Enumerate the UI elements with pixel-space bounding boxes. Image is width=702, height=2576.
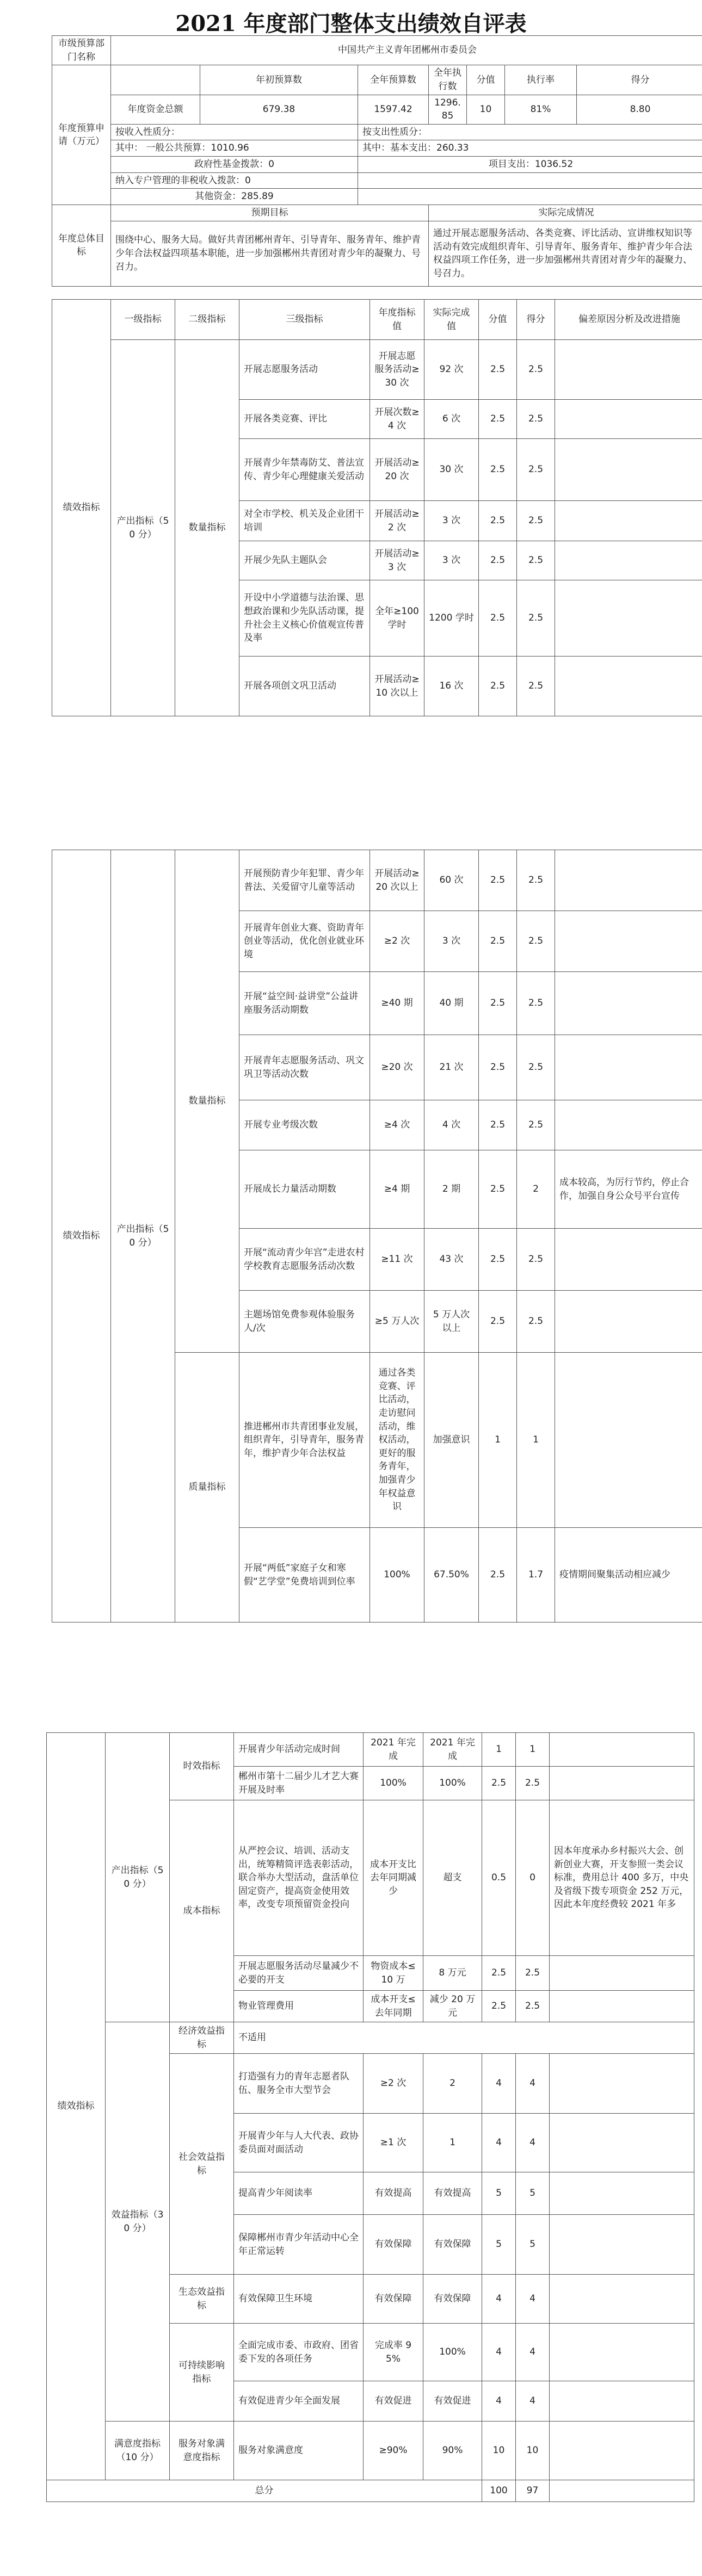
indicator-score: 4 (516, 2275, 550, 2324)
col-head-score-value: 分值 (479, 300, 517, 340)
indicator-target: 全年≥100 学时 (370, 580, 424, 657)
indicator-name: 开展青年创业大赛、资助青年创业等活动，优化创业就业环境 (239, 911, 370, 972)
total-score-value: 100 (482, 2480, 516, 2502)
indicator-deviation (550, 2324, 694, 2381)
indicator-target: 100% (370, 1528, 424, 1623)
cost-indicator-label: 成本指标 (170, 1800, 234, 2022)
output-indicator-label-2: 产出指标（50 分） (111, 850, 175, 1623)
indicator-deviation (555, 541, 702, 580)
indicator-name: 主题场馆免费参观体验服务人/次 (239, 1291, 370, 1353)
satisfaction-sub-label: 服务对象满意度指标 (170, 2422, 234, 2480)
indicator-deviation (550, 2114, 694, 2172)
indicator-target: ≥20 次 (370, 1035, 424, 1100)
indicator-actual: 2 (423, 2054, 482, 2114)
budget-by-exp-label: 按支出性质分： (358, 124, 702, 140)
indicator-actual: 3 次 (424, 501, 479, 541)
indicator-actual: 92 次 (424, 340, 479, 400)
indicator-name: 提高青少年阅读率 (234, 2172, 364, 2215)
dept-label: 市级预算部门名称 (52, 36, 111, 65)
indicators-section-label: 绩效指标 (52, 300, 111, 716)
table-row (52, 340, 702, 400)
indicator-actual: 60 次 (424, 850, 479, 911)
indicator-actual: 1200 学时 (424, 580, 479, 657)
indicator-target: 开展次数≥4 次 (370, 400, 424, 439)
budget-total-annual: 1597.42 (358, 95, 429, 124)
indicator-score-value: 4 (482, 2114, 516, 2172)
budget-header-executed: 全年执行数 (429, 65, 467, 95)
indicator-score: 2.5 (517, 1291, 555, 1353)
indicator-actual: 超支 (423, 1800, 482, 1956)
indicator-actual: 2 期 (424, 1150, 479, 1229)
budget-header-rate: 执行率 (505, 65, 577, 95)
indicator-target: 开展活动≥20 次以上 (370, 850, 424, 911)
indicator-actual: 加强意识 (424, 1353, 479, 1528)
table-row (47, 2422, 694, 2480)
quantity-indicator-label: 数量指标 (175, 340, 239, 716)
col-head-target: 年度指标值 (370, 300, 424, 340)
indicator-name: 开展“流动青少年宫”走进农村学校教育志愿服务活动次数 (239, 1229, 370, 1291)
indicator-score: 1 (517, 1353, 555, 1528)
indicator-score: 4 (516, 2114, 550, 2172)
indicator-target: 开展活动≥20 次 (370, 439, 424, 501)
budget-other-label: 其他资金：285.89 (111, 189, 358, 205)
indicator-score: 2.5 (517, 580, 555, 657)
budget-total-score: 8.80 (577, 95, 702, 124)
indicator-name: 推进郴州市共青团事业发展，组织青年，引导青年，服务青年，维护青少年合法权益 (239, 1353, 370, 1528)
budget-public-label: 其中： 一般公共预算：1010.96 (111, 140, 358, 157)
indicator-name: 服务对象满意度 (234, 2422, 364, 2480)
indicator-actual: 100% (423, 2324, 482, 2381)
indicator-score: 2.5 (517, 501, 555, 541)
indicator-score: 10 (516, 2422, 550, 2480)
indicator-score-value: 4 (482, 2324, 516, 2381)
indicator-target: ≥4 次 (370, 1100, 424, 1150)
indicator-score-value: 2.5 (479, 501, 517, 541)
table-indicators-3 (46, 1732, 694, 2502)
indicator-score-value: 2.5 (479, 439, 517, 501)
benefit-indicator-label: 效益指标（30 分） (106, 2022, 170, 2422)
indicator-actual: 43 次 (424, 1229, 479, 1291)
col-head-actual: 实际完成值 (424, 300, 479, 340)
budget-header-score-value: 分值 (467, 65, 505, 95)
indicator-score: 0 (516, 1800, 550, 1956)
indicator-score: 2.5 (517, 1035, 555, 1100)
budget-special-blank (358, 172, 702, 189)
indicator-target: 物资成本≤10 万 (364, 1956, 423, 1991)
indicator-score-value: 10 (482, 2422, 516, 2480)
indicator-deviation (555, 1229, 702, 1291)
indicator-deviation (550, 2422, 694, 2480)
indicator-name: 保障郴州市青少年活动中心全年正常运转 (234, 2215, 364, 2275)
indicator-target: 开展活动≥10 次以上 (370, 657, 424, 716)
indicator-score-value: 4 (482, 2381, 516, 2422)
indicator-score-value: 2.5 (479, 657, 517, 716)
indicator-target: 成本开支≤去年同期 (364, 1991, 423, 2022)
indicator-name: 开展青少年活动完成时间 (234, 1733, 364, 1767)
economic-indicator-label: 经济效益指标 (170, 2022, 234, 2054)
indicator-deviation (550, 1767, 694, 1800)
indicator-score-value: 1 (479, 1353, 517, 1528)
total-score: 97 (516, 2480, 550, 2502)
indicator-deviation (555, 580, 702, 657)
indicator-score-value: 2.5 (479, 1229, 517, 1291)
quality-indicator-label: 质量指标 (175, 1353, 239, 1623)
indicator-deviation (550, 2172, 694, 2215)
indicator-name: 有效促进青少年全面发展 (234, 2381, 364, 2422)
indicator-name: 开展各项创文巩卫活动 (239, 657, 370, 716)
indicator-name: 开展各类竞赛、评比 (239, 400, 370, 439)
indicator-actual: 减少 20 万元 (423, 1991, 482, 2022)
indicator-target: 开展活动≥2 次 (370, 501, 424, 541)
indicator-deviation (550, 1991, 694, 2022)
indicator-actual: 16 次 (424, 657, 479, 716)
indicator-name: 从严控会议、培训、活动支出，统筹精简评选表彰活动，联合举办大型活动，盘活单位固定资产，提高资金使用效率，改变专项预留资金投向 (234, 1800, 364, 1956)
indicator-deviation (550, 1733, 694, 1767)
indicator-score: 2.5 (517, 657, 555, 716)
indicator-score: 2.5 (517, 911, 555, 972)
indicator-score-value: 2.5 (479, 850, 517, 911)
indicator-score-value: 2.5 (479, 1100, 517, 1150)
indicator-target: ≥4 期 (370, 1150, 424, 1229)
indicator-deviation (555, 1100, 702, 1150)
indicator-score: 1 (516, 1733, 550, 1767)
indicator-deviation (555, 1035, 702, 1100)
indicator-target: 有效提高 (364, 2172, 423, 2215)
indicator-score-value: 2.5 (479, 1528, 517, 1623)
goal-section-label: 年度总体目标 (52, 205, 111, 287)
indicator-deviation (555, 400, 702, 439)
budget-gov-fund-label: 政府性基金拨款：0 (111, 157, 358, 173)
budget-total-rate: 81% (505, 95, 577, 124)
indicator-score-value: 0.5 (482, 1800, 516, 1956)
indicator-score-value: 2.5 (482, 1767, 516, 1800)
col-head-level3: 三级指标 (239, 300, 370, 340)
indicator-name: 开展预防青少年犯罪、青少年普法、关爱留守儿童等活动 (239, 850, 370, 911)
indicator-score: 2.5 (516, 1956, 550, 1991)
budget-special-label: 纳入专户管理的非税收入拨款：0 (111, 172, 358, 189)
table-row (47, 2022, 694, 2054)
indicator-target: ≥40 期 (370, 972, 424, 1035)
budget-project-label: 项目支出：1036.52 (358, 157, 702, 173)
indicator-actual: 8 万元 (423, 1956, 482, 1991)
indicator-deviation (555, 501, 702, 541)
indicator-name: 开展少先队主题队会 (239, 541, 370, 580)
indicator-actual: 1 (423, 2114, 482, 2172)
indicator-score: 2.5 (517, 1229, 555, 1291)
indicator-target: 2021 年完成 (364, 1733, 423, 1767)
indicator-target: ≥2 次 (370, 911, 424, 972)
indicator-deviation: 疫情期间聚集活动相应减少 (555, 1528, 702, 1623)
indicator-score: 1.7 (517, 1528, 555, 1623)
indicator-actual: 100% (423, 1767, 482, 1800)
indicator-actual: 有效促进 (423, 2381, 482, 2422)
indicator-name: 对全市学校、机关及企业团干培训 (239, 501, 370, 541)
indicator-actual: 有效保障 (423, 2215, 482, 2275)
budget-header-score: 得分 (577, 65, 702, 95)
indicator-score-value: 5 (482, 2215, 516, 2275)
indicator-deviation (555, 972, 702, 1035)
goal-expected-header: 预期目标 (111, 205, 429, 221)
budget-by-source-label: 按收入性质分： (111, 124, 358, 140)
indicator-deviation (555, 1291, 702, 1353)
indicator-score: 2.5 (517, 972, 555, 1035)
indicator-score: 4 (516, 2381, 550, 2422)
budget-header-initial: 年初预算数 (200, 65, 358, 95)
indicator-name: 开展青少年与人大代表、政协委员面对面活动 (234, 2114, 364, 2172)
indicator-target: 开展志愿服务活动≥30 次 (370, 340, 424, 400)
indicator-name: 开展“两低”家庭子女和寒假“艺学堂”免费培训到位率 (239, 1528, 370, 1623)
dept-value: 中国共产主义青年团郴州市委员会 (111, 36, 702, 65)
indicator-score-value: 5 (482, 2172, 516, 2215)
budget-total-label: 年度资金总额 (111, 95, 200, 124)
indicator-score-value: 2.5 (479, 911, 517, 972)
indicator-actual: 67.50% (424, 1528, 479, 1623)
indicator-name: 不适用 (234, 2022, 694, 2054)
indicator-deviation (555, 850, 702, 911)
indicator-target: 通过各类竞赛、评比活动，走访慰问活动，维权活动，更好的服务青年，加强青少年权益意识 (370, 1353, 424, 1528)
indicator-score: 2.5 (517, 1100, 555, 1150)
table-row (52, 850, 702, 911)
indicator-target: 开展活动≥3 次 (370, 541, 424, 580)
indicator-actual: 2021 年完成 (423, 1733, 482, 1767)
indicator-deviation: 因本年度承办乡村振兴大会、创新创业大赛，开支参照一类会议标准，费用总计 400 多万，中央及省级下拨专项资金 252 万元，因此本年度经费较 2021 年多 (550, 1800, 694, 1956)
indicator-name: 开展成长力量活动期数 (239, 1150, 370, 1229)
quantity-indicator-label-2: 数量指标 (175, 850, 239, 1353)
indicator-target: ≥1 次 (364, 2114, 423, 2172)
indicator-score-value: 2.5 (479, 1291, 517, 1353)
goal-actual-text: 通过开展志愿服务活动、各类竞赛、评比活动、宣讲维权知识等活动有效完成组织青年、引导青年、服务青年、维护青少年合法权益四项工作任务，进一步加强郴州共青团对青少年的凝聚力、号召力。 (429, 221, 702, 286)
indicator-score: 4 (516, 2054, 550, 2114)
indicator-score: 2.5 (516, 1991, 550, 2022)
indicator-target: 成本开支比去年同期减少 (364, 1800, 423, 1956)
indicator-deviation (550, 2275, 694, 2324)
indicator-score: 4 (516, 2324, 550, 2381)
indicator-target: 有效促进 (364, 2381, 423, 2422)
indicator-score-value: 2.5 (479, 400, 517, 439)
indicator-actual: 5 万人次以上 (424, 1291, 479, 1353)
ecological-indicator-label: 生态效益指标 (170, 2275, 234, 2324)
col-head-level1: 一级指标 (111, 300, 175, 340)
indicator-deviation (555, 911, 702, 972)
indicator-deviation (555, 340, 702, 400)
indicator-score: 2.5 (517, 850, 555, 911)
budget-total-initial: 679.38 (200, 95, 358, 124)
indicator-actual: 有效提高 (423, 2172, 482, 2215)
indicator-deviation: 成本较高，为厉行节约，停止合作，加强自身公众号平台宣传 (555, 1150, 702, 1229)
indicator-name: 开展志愿服务活动 (239, 340, 370, 400)
indicator-target: 100% (364, 1767, 423, 1800)
indicator-deviation (555, 439, 702, 501)
indicator-name: 郴州市第十二届少儿才艺大赛开展及时率 (234, 1767, 364, 1800)
budget-header-annual: 全年预算数 (358, 65, 429, 95)
indicator-score-value: 2.5 (479, 1035, 517, 1100)
goal-expected-text: 围绕中心、服务大局。做好共青团郴州青年、引导青年、服务青年、维护青少年合法权益四项基本职能，进一步加强郴州共青团对青少年的凝聚力、号召力。 (111, 221, 429, 286)
indicator-deviation (550, 2215, 694, 2275)
indicator-deviation (555, 1353, 702, 1528)
timeliness-indicator-label: 时效指标 (170, 1733, 234, 1800)
table-row (47, 1733, 694, 1767)
indicator-score-value: 4 (482, 2054, 516, 2114)
table-indicators-1 (52, 299, 702, 716)
indicator-score-value: 2.5 (479, 580, 517, 657)
indicator-score: 2.5 (517, 340, 555, 400)
indicator-name: 开展专业考级次数 (239, 1100, 370, 1150)
budget-total-score-value: 10 (467, 95, 505, 124)
indicator-score: 5 (516, 2172, 550, 2215)
budget-total-executed: 1296.85 (429, 95, 467, 124)
indicator-name: 有效保障卫生环境 (234, 2275, 364, 2324)
indicator-score-value: 2.5 (479, 340, 517, 400)
indicator-name: 开设中小学道德与法治课、思想政治课和少先队活动课，提升社会主义核心价值观宣传普及率 (239, 580, 370, 657)
indicator-actual: 21 次 (424, 1035, 479, 1100)
indicator-actual: 3 次 (424, 911, 479, 972)
indicator-name: 开展“益空间·益讲堂”公益讲座服务活动期数 (239, 972, 370, 1035)
indicator-name: 开展志愿服务活动尽量减少不必要的开支 (234, 1956, 364, 1991)
total-label: 总分 (47, 2480, 482, 2502)
indicators-section-label-3: 绩效指标 (47, 1733, 106, 2480)
indicator-deviation (550, 2054, 694, 2114)
indicator-name: 开展青年志愿服务活动、巩文巩卫等活动次数 (239, 1035, 370, 1100)
col-head-level2: 二级指标 (175, 300, 239, 340)
indicator-actual: 有效保障 (423, 2275, 482, 2324)
budget-section-label: 年度预算申请（万元） (52, 65, 111, 205)
social-indicator-label: 社会效益指标 (170, 2054, 234, 2275)
indicator-score-value: 2.5 (479, 1150, 517, 1229)
budget-other-blank (358, 189, 702, 205)
satisfaction-indicator-label: 满意度指标（10 分） (106, 2422, 170, 2480)
indicator-deviation (555, 657, 702, 716)
indicator-score: 2 (517, 1150, 555, 1229)
indicator-name: 全面完成市委、市政府、团省委下发的各项任务 (234, 2324, 364, 2381)
page-title: 2021 年度部门整体支出绩效自评表 (175, 11, 527, 36)
indicator-actual: 6 次 (424, 400, 479, 439)
indicator-deviation (550, 1956, 694, 1991)
indicator-score-value: 2.5 (479, 972, 517, 1035)
sustain-indicator-label: 可持续影响指标 (170, 2324, 234, 2422)
indicator-target: 有效保障 (364, 2215, 423, 2275)
goal-actual-header: 实际完成情况 (429, 205, 702, 221)
indicator-score-value: 4 (482, 2275, 516, 2324)
indicator-target: ≥11 次 (370, 1229, 424, 1291)
indicator-score-value: 2.5 (479, 541, 517, 580)
table-indicators-2 (52, 850, 702, 1623)
indicator-score-value: 2.5 (482, 1991, 516, 2022)
indicator-name: 开展青少年禁毒防艾、普法宣传、青少年心理健康关爱活动 (239, 439, 370, 501)
indicator-target: 完成率 95% (364, 2324, 423, 2381)
col-head-deviation: 偏差原因分析及改进措施 (555, 300, 702, 340)
indicator-score-value: 2.5 (482, 1956, 516, 1991)
indicator-name: 打造强有力的青年志愿者队伍、服务全市大型节会 (234, 2054, 364, 2114)
indicator-target: ≥90% (364, 2422, 423, 2480)
indicator-actual: 90% (423, 2422, 482, 2480)
indicator-score: 5 (516, 2215, 550, 2275)
indicator-target: ≥2 次 (364, 2054, 423, 2114)
indicator-actual: 30 次 (424, 439, 479, 501)
indicator-score: 2.5 (517, 541, 555, 580)
indicator-name: 物业管理费用 (234, 1991, 364, 2022)
indicators-section-label-2: 绩效指标 (52, 850, 111, 1623)
indicator-score: 2.5 (517, 400, 555, 439)
indicator-deviation (550, 2381, 694, 2422)
output-indicator-label-3: 产出指标（50 分） (106, 1733, 170, 2022)
budget-basic-label: 其中：基本支出：260.33 (358, 140, 702, 157)
indicator-target: 有效保障 (364, 2275, 423, 2324)
indicator-actual: 4 次 (424, 1100, 479, 1150)
budget-header-blank (111, 65, 200, 95)
indicator-actual: 3 次 (424, 541, 479, 580)
total-deviation-blank (550, 2480, 694, 2502)
indicator-actual: 40 期 (424, 972, 479, 1035)
indicator-score: 2.5 (516, 1767, 550, 1800)
indicator-score: 2.5 (517, 439, 555, 501)
table-section-1 (52, 35, 702, 287)
table-row (47, 2480, 694, 2502)
output-indicator-label: 产出指标（50 分） (111, 340, 175, 716)
indicator-target: ≥5 万人次 (370, 1291, 424, 1353)
indicator-score-value: 1 (482, 1733, 516, 1767)
col-head-score: 得分 (517, 300, 555, 340)
